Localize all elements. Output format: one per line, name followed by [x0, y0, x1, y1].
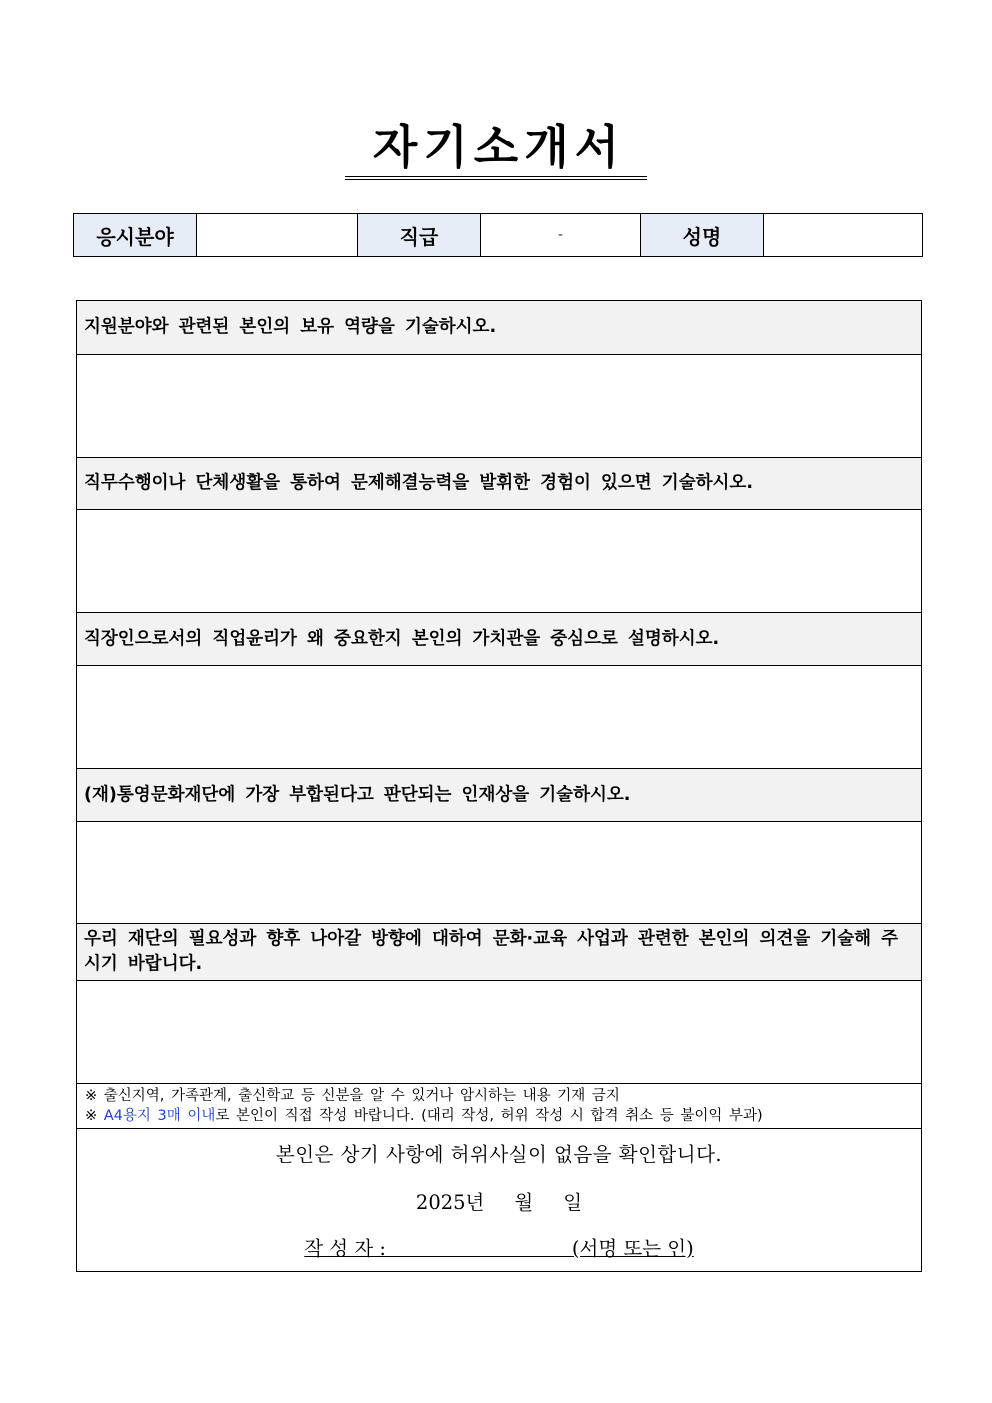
author-blank[interactable]	[386, 1237, 572, 1260]
author-label: 작 성 자 :	[304, 1237, 386, 1260]
notice-bullet: ※	[85, 1108, 104, 1124]
confirmation-box	[77, 1129, 922, 1272]
date-line	[77, 1187, 921, 1215]
answer-field-3[interactable]	[77, 666, 922, 769]
confirmation-statement: 본인은 상기 사항에 허위사실이 없음을 확인합니다.	[275, 1143, 723, 1166]
title-wrap	[0, 118, 992, 180]
question-5: 우리 재단의 필요성과 향후 나아갈 방향에 대하여 문화·교육 사업과 관련한 본인의 의견을 기술해 주시기 바랍니다.	[77, 924, 922, 981]
date-day[interactable]: 일	[563, 1191, 583, 1214]
question-3: 직장인으로서의 직업윤리가 왜 중요한지 본인의 가치관을 중심으로 설명하시오.	[77, 613, 922, 666]
applicant-info-table	[73, 213, 923, 257]
name-label: 성명	[641, 214, 764, 257]
signature-label: (서명 또는 인)	[571, 1237, 694, 1260]
date-month[interactable]: 월	[514, 1191, 534, 1214]
answer-field-4[interactable]	[77, 822, 922, 924]
field-label: 응시분야	[74, 214, 197, 257]
rank-label: 직급	[358, 214, 481, 257]
answer-field-5[interactable]	[77, 981, 922, 1084]
answer-field-2[interactable]	[77, 510, 922, 613]
question-1: 지원분야와 관련된 본인의 보유 역량을 기술하시오.	[77, 301, 922, 355]
document-title: 자기소개서	[345, 118, 647, 180]
notice-line-1: ※ 출신지역, 가족관계, 출신학교 등 신분을 알 수 있거나 암시하는 내용 기재 금지	[85, 1088, 620, 1104]
author-signature-line[interactable]	[77, 1233, 921, 1261]
date-year: 2025년	[415, 1191, 485, 1214]
question-4: (재)통영문화재단에 가장 부합된다고 판단되는 인재상을 기술하시오.	[77, 769, 922, 822]
notice-box	[77, 1084, 922, 1129]
name-input[interactable]	[764, 214, 923, 257]
notice-line-2	[85, 1106, 913, 1126]
notice-line-2-text: 로 본인이 직접 작성 바랍니다. (대리 작성, 허위 작성 시 합격 취소 등 불이익 부과)	[215, 1108, 763, 1124]
page-limit-highlight: A4용지 3매 이내	[103, 1108, 216, 1124]
essay-table	[76, 300, 922, 1272]
question-2: 직무수행이나 단체생활을 통하여 문제해결능력을 발휘한 경험이 있으면 기술하시오.	[77, 458, 922, 510]
field-input[interactable]	[197, 214, 358, 257]
answer-field-1[interactable]	[77, 355, 922, 458]
rank-input[interactable]: -	[481, 214, 641, 257]
